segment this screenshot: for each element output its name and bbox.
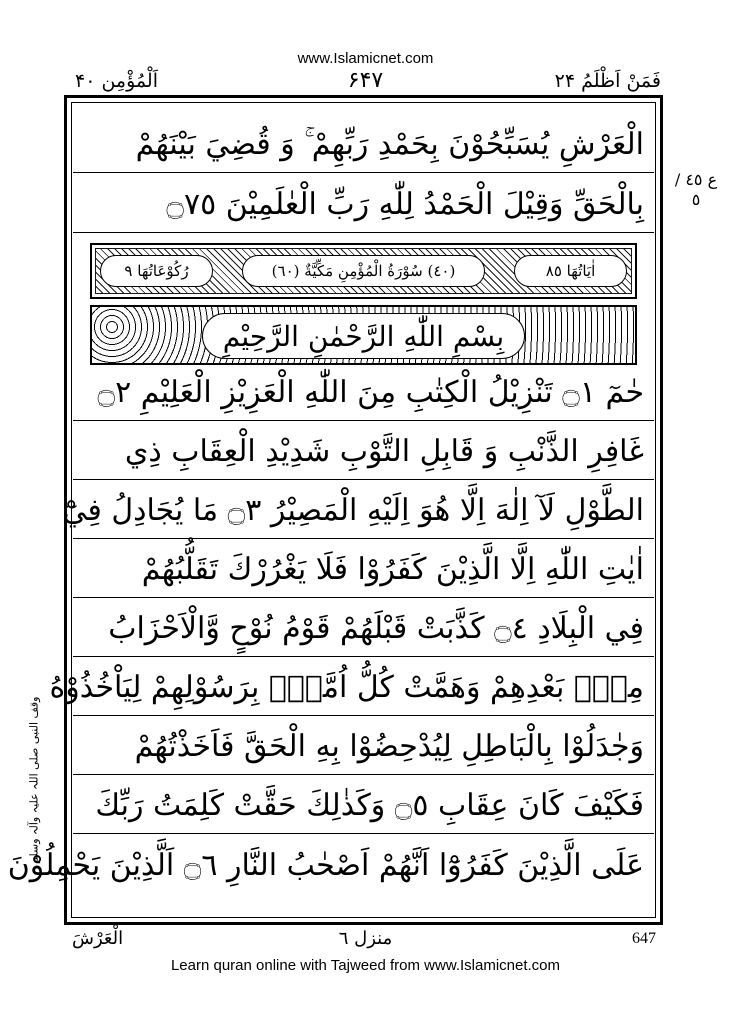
text-line-1	[73, 117, 654, 173]
surah-banner	[90, 243, 637, 299]
manzil-label: منزل ٦	[338, 928, 393, 949]
surah-title-cartouche: (٤٠) سُوْرَةُ الْمُؤْمِنِ مَكِّيَّةٌ (٦٠)	[242, 255, 485, 287]
text-line-6	[73, 542, 654, 598]
line-text: اٰيٰتِ اللّٰهِ اِلَّا الَّذِيْنَ كَفَرُوْا فَلَا يَغْرُرْكَ تَقَلُّبُهُمْ	[141, 552, 644, 587]
site-url: www.Islamicnet.com	[297, 50, 434, 67]
surah-header: اَلْمُؤْمِن ۴۰	[75, 70, 158, 92]
text-line-11	[7, 837, 654, 893]
text-line-3	[73, 365, 654, 421]
line-text: بِالْحَقِّ وَقِيْلَ الْحَمْدُ لِلّٰهِ رَبِّ الْعٰلَمِيْنَ ۝٧٥	[166, 187, 644, 222]
ayat-count-cartouche: اٰيَاتُهَا ٨٥	[514, 255, 627, 287]
bismillah-text: بِسْمِ اللّٰهِ الرَّحْمٰنِ الرَّحِيْمِ	[202, 313, 525, 359]
juz-name: فَمَنْ اَظْلَمُ ۲۴	[554, 70, 661, 92]
line-text: غَافِرِ الذَّنْبِ وَ قَابِلِ التَّوْبِ شَدِيْدِ الْعِقَابِ ذِي	[124, 434, 644, 469]
text-line-9	[73, 719, 654, 775]
bismillah-band	[90, 305, 637, 365]
line-text: حٰمٓ ۝١ تَنْزِيْلُ الْكِتٰبِ مِنَ اللّٰهِ الْعَزِيْزِ الْعَلِيْمِ ۝٢	[97, 375, 644, 410]
line-text: فَكَيْفَ كَانَ عِقَابِ ۝٥ وَكَذٰلِكَ حَقَّتْ كَلِمَتُ رَبِّكَ	[95, 788, 644, 823]
catchword: الْعَرْشَ	[72, 928, 124, 949]
line-text: مِنْۢ بَعْدِهِمْ وَهَمَّتْ كُلُّ اُمَّةٍۭ بِرَسُوْلِهِمْ لِيَاْخُذُوْهُ	[49, 670, 644, 705]
line-text: الطَّوْلِ لَآ اِلٰهَ اِلَّا هُوَ اِلَيْهِ الْمَصِيْرُ ۝٣ مَا يُجَادِلُ فِيْٓ	[62, 493, 644, 528]
text-line-5	[62, 483, 654, 539]
text-line-4	[73, 424, 654, 480]
margin-note	[14, 696, 54, 910]
page-number-arabic: ۶۴۷	[347, 68, 384, 93]
text-line-2	[73, 177, 654, 233]
text-line-8	[49, 660, 654, 716]
line-text: الْعَرْشِ يُسَبِّحُوْنَ بِحَمْدِ رَبِّهِمْ ۚ وَ قُضِيَ بَيْنَهُمْ	[135, 127, 644, 162]
footer-url: Learn quran online with Tajweed from www.Islamicnet.com	[170, 957, 561, 974]
page-number: 647	[632, 930, 656, 947]
text-line-7	[73, 601, 654, 657]
margin-note-text: وقف النبی صلی اللہ علیہ وآلہ وسلم	[27, 696, 41, 864]
line-text: وَجٰدَلُوْا بِالْبَاطِلِ لِيُدْحِضُوْا بِهِ الْحَقَّ فَاَخَذْتُهُمْ	[134, 729, 644, 764]
line-text: فِي الْبِلَادِ ۝٤ كَذَّبَتْ قَبْلَهُمْ قَوْمُ نُوْحٍ وَّالْاَحْزَابُ	[108, 611, 644, 646]
ruku-marker: ع ٤٥ / ٥	[674, 170, 718, 209]
ruku-count-cartouche: رُكُوْعَاتُهَا ٩	[100, 255, 213, 287]
text-line-10	[73, 778, 654, 834]
line-text: عَلَى الَّذِيْنَ كَفَرُوْٓا اَنَّهُمْ اَصْحٰبُ النَّارِ ۝٦ اَلَّذِيْنَ يَحْمِلُوْنَ	[7, 847, 644, 883]
